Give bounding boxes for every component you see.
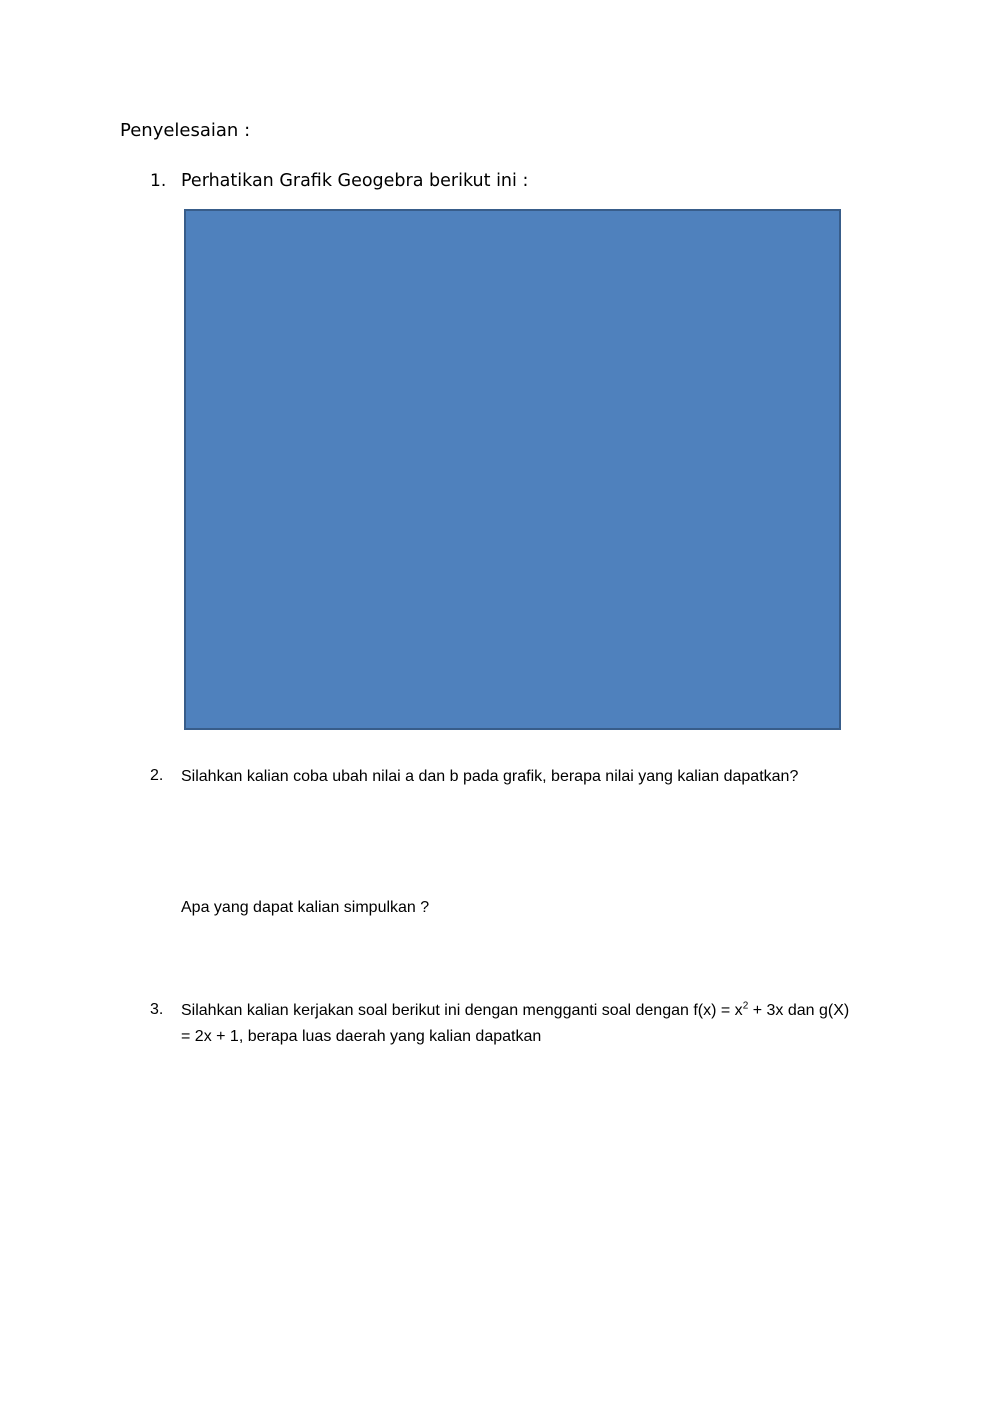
item-3-line-2: = 2x + 1, berapa luas daerah yang kalian dapatkan: [181, 1028, 542, 1045]
item-3-line-1: [181, 998, 901, 1024]
item-2-followup: Apa yang dapat kalian simpulkan ?: [181, 899, 430, 916]
item-3-number: 3.: [150, 1001, 164, 1018]
item-1-text: Perhatikan Grafik Geogebra berikut ini :: [181, 171, 529, 191]
item-3-text-part2: + 3x dan g(X): [748, 1002, 850, 1019]
geogebra-graph-placeholder[interactable]: [184, 209, 841, 730]
page-heading: Penyelesaian :: [120, 120, 251, 141]
item-1-number: 1.: [150, 171, 167, 191]
item-3-text-part1: Silahkan kalian kerjakan soal berikut ini dengan mengganti soal dengan f(x) = x: [181, 1002, 743, 1019]
item-2-text: Silahkan kalian coba ubah nilai a dan b pada grafik, berapa nilai yang kalian dapatkan?: [181, 768, 799, 785]
item-3-text: [181, 998, 901, 1050]
item-3-superscript: 2: [742, 1000, 749, 1012]
item-2-number: 2.: [150, 767, 164, 784]
